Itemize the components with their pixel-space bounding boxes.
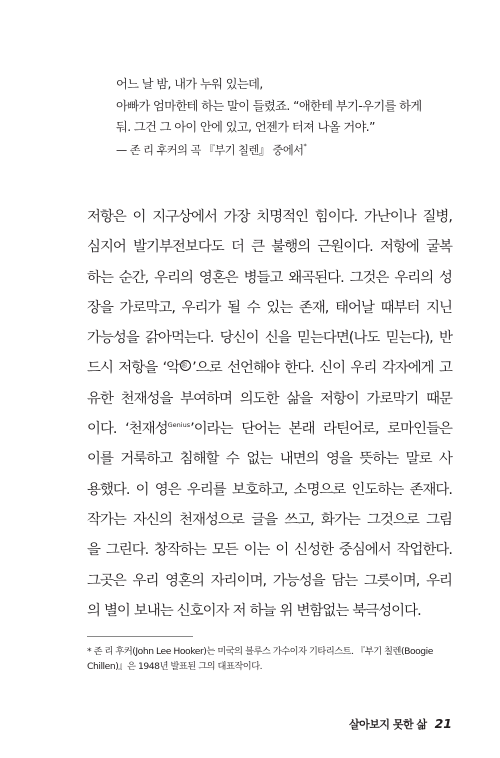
body-line: 가능성을 갉아먹는다. 당신이 신을 믿는다면(나도 믿는다), 반 — [87, 330, 452, 347]
body-line: 작가는 자신의 천재성으로 글을 쓰고, 화가는 그것으로 그림 — [87, 511, 452, 528]
body-line: 을 그린다. 창작하는 모든 이는 이 신성한 중심에서 작업한다. — [87, 542, 452, 559]
page-footer — [349, 713, 452, 732]
running-title: 살아보지 못한 삶 — [349, 718, 427, 731]
epigraph-line: 둬. 그건 그 아이 안에 있고, 언젠가 터져 나올 거야.” — [116, 120, 375, 134]
body-line: 심지어 발기부전보다도 더 큰 불행의 근원이다. 저항에 굴복 — [87, 239, 452, 256]
superscript-gloss: Genius — [167, 421, 191, 430]
body-line — [87, 414, 452, 444]
footnote-line: Chillen)』은 1948년 발표된 그의 대표작이다. — [87, 660, 263, 672]
footnote-divider — [87, 636, 193, 637]
body-line: 유한 천재성을 부여하며 의도한 삶을 저항이 가로막기 때문 — [87, 390, 452, 407]
footnote-line: * 존 리 후커(John Lee Hooker)는 미국의 블루스 가수이자 기타리스트. 『부기 칠렌(Boogie — [87, 646, 433, 657]
body-line-text: 이다. ‘천재성 — [87, 421, 168, 438]
body-line: 이를 거룩하고 침해할 수 없는 내면의 영을 뜻하는 말로 사 — [87, 451, 452, 468]
body-line: 하는 순간, 우리의 영혼은 병들고 왜곡된다. 그것은 우리의 성 — [87, 269, 452, 286]
epigraph-line: 어느 날 밤, 내가 누워 있는데, — [116, 77, 263, 91]
footnote-marker: * — [303, 141, 307, 150]
body-line: 저항은 이 지구상에서 가장 치명적인 힘이다. 가난이나 질병, — [87, 209, 452, 225]
body-line — [87, 353, 452, 383]
epigraph — [116, 74, 446, 161]
footnote — [87, 645, 455, 674]
body-line-text: ’이라는 단어는 본래 라틴어로, 로마인들은 — [190, 421, 452, 438]
body-line-text: ’으로 선언해야 한다. 신이 우리 각자에게 고 — [192, 360, 452, 377]
body-line: 용했다. 이 영은 우리를 보호하고, 소명으로 인도하는 존재다. — [87, 481, 452, 498]
epigraph-line: 아빠가 엄마한테 하는 말이 들렸죠. “애한테 부기-우기를 하게 — [116, 98, 422, 113]
body-paragraph — [87, 202, 452, 626]
body-line: 그곳은 우리 영혼의 자리이며, 가능성을 담는 그릇이며, 우리 — [87, 572, 452, 589]
circled-hanja: 惡 — [180, 360, 191, 371]
body-line-text: 드시 저항을 ‘악 — [87, 360, 180, 377]
page-number: 21 — [434, 716, 452, 731]
epigraph-source-text: — 존 리 후커의 곡 『부기 칠렌』 중에서 — [116, 143, 304, 157]
epigraph-source — [116, 141, 446, 161]
body-line: 의 별이 보내는 신호이자 저 하늘 위 변함없는 북극성이다. — [87, 602, 421, 619]
body-line: 장을 가로막고, 우리가 될 수 있는 존재, 태어날 때부터 지닌 — [87, 299, 452, 316]
